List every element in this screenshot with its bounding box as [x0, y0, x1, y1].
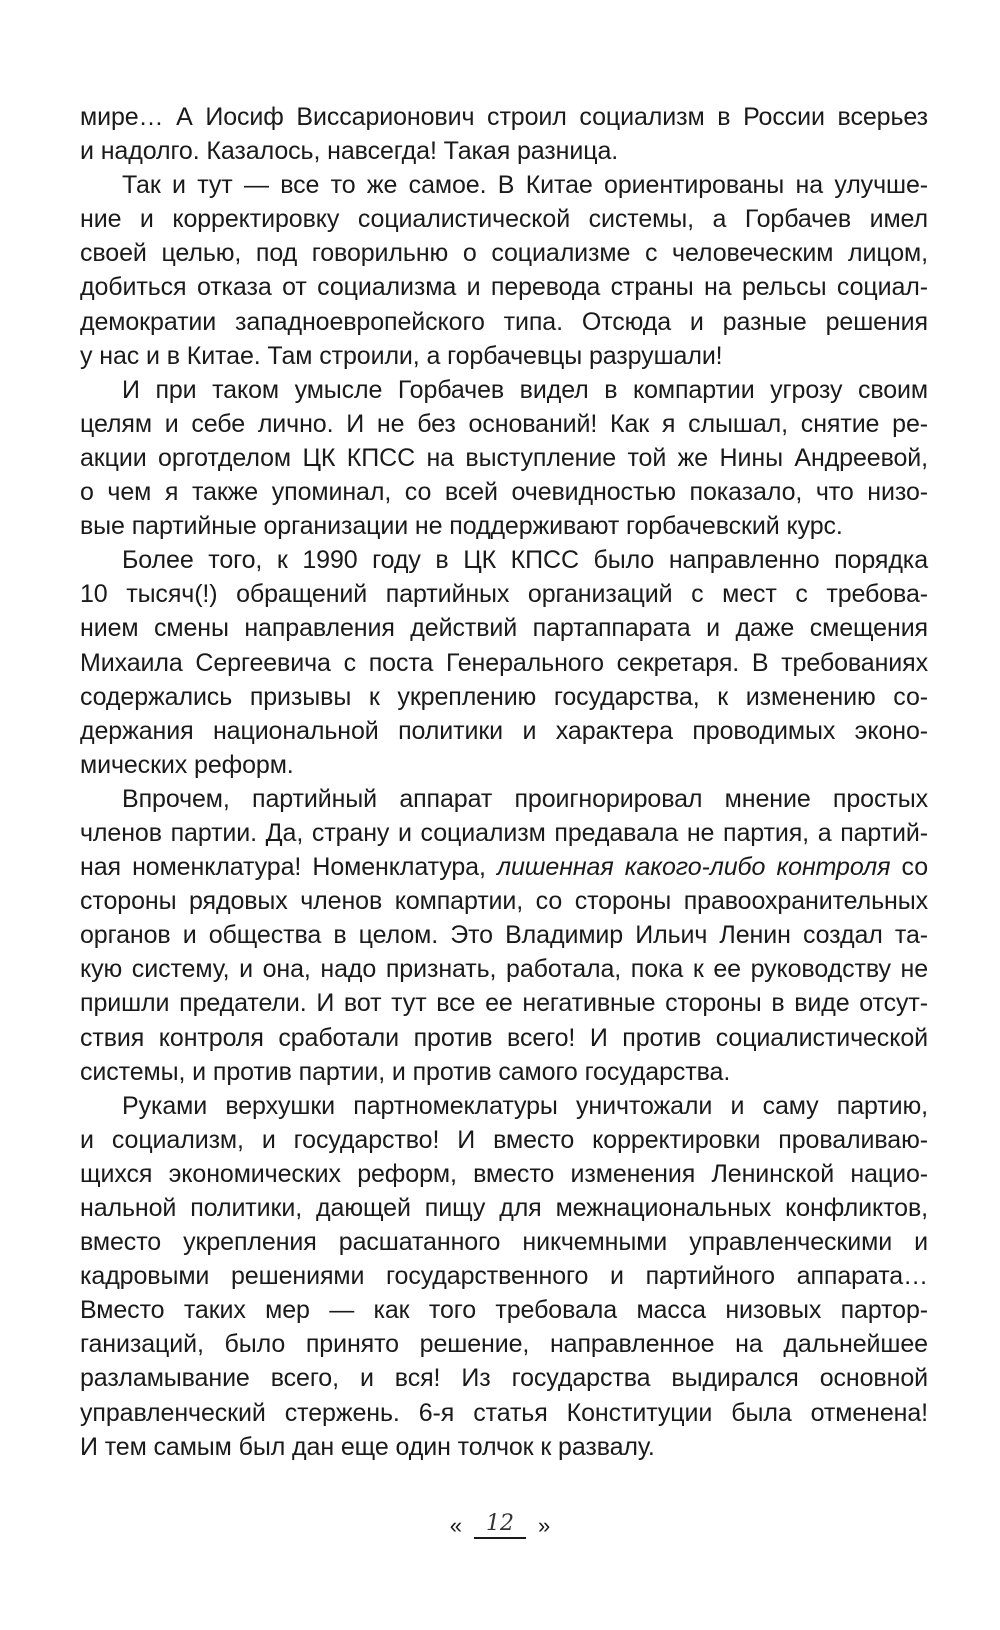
text-line: вместо укрепления расшатанного никчемными управленческими и — [80, 1228, 928, 1257]
page-footer — [0, 1510, 1000, 1539]
text-line: Михаила Сергеевича с поста Генерального секретаря. В требованиях — [80, 648, 928, 677]
text-line: о чем я также упоминал, со всей очевидностью показало, что низо- — [80, 478, 928, 507]
text-line: у нас и в Китае. Там строили, а горбачевцы разрушали! — [80, 341, 723, 370]
text-line: держания национальной политики и характера проводимых эконо- — [80, 716, 928, 745]
text-line: Более того, к 1990 году в ЦК КПСС было направленно порядка — [122, 546, 928, 575]
page-body — [80, 100, 928, 1464]
text-line: Впрочем, партийный аппарат проигнорировал мнение простых — [122, 784, 928, 813]
close-quote: » — [538, 1513, 551, 1538]
text-line: пришли предатели. И вот тут все ее негативные стороны в виде отсут- — [80, 989, 928, 1018]
text-line: щихся экономических реформ, вместо изменения Ленинской нацио- — [80, 1159, 928, 1188]
text-line: демократии западноевропейского типа. Отсюда и разные решения — [80, 307, 928, 336]
text-line: управленческий стержень. 6-я статья Конституции была отменена! — [80, 1398, 928, 1427]
text-line: ние и корректировку социалистической системы, а Горбачев имел — [80, 205, 928, 234]
text-line: системы, и против партии, и против самого государства. — [80, 1057, 731, 1086]
italic-phrase: лишенная какого-либо контроля — [496, 853, 891, 882]
text-line: ганизаций, было принято решение, направленное на дальнейшее — [80, 1330, 928, 1359]
text-line: и социализм, и государство! И вместо корректировки проваливаю- — [80, 1125, 928, 1154]
text-line: добиться отказа от социализма и перевода страны на рельсы социал- — [80, 273, 928, 302]
text-segment: ная номенклатура! Номенклатура, — [80, 853, 497, 882]
text-line: кую систему, и она, надо признать, работала, пока к ее руководству не — [80, 955, 928, 984]
text-line: ствия контроля сработали против всего! И против социалистической — [80, 1023, 928, 1052]
text-line: содержались призывы к укреплению государства, к изменению со- — [80, 682, 928, 711]
text-line: Вместо таких мер — как того требовала масса низовых партор- — [80, 1296, 928, 1325]
text-line: членов партии. Да, страну и социализм предавала не партия, а партий- — [80, 818, 928, 847]
text-line: И тем самым был дан еще один толчок к развалу. — [80, 1432, 655, 1461]
text-line: Руками верхушки партномеклатуры уничтожали и саму партию, — [122, 1091, 928, 1120]
text-line: органов и общества в целом. Это Владимир Ильич Ленин создал та- — [80, 921, 928, 950]
text-line: стороны рядовых членов компартии, со стороны правоохранительных — [80, 887, 928, 916]
text-line: целям и себе лично. И не без оснований! Как я слышал, снятие ре- — [80, 409, 928, 438]
text-line: вые партийные организации не поддерживают горбачевский курс. — [80, 512, 843, 541]
text-line: Так и тут — все то же самое. В Китае ориентированы на улучше- — [122, 171, 928, 200]
text-line: акции орготделом ЦК КПСС на выступление той же Нины Андреевой, — [80, 443, 928, 472]
text-line: своей целью, под говорильню о социализме с человеческим лицом, — [80, 239, 928, 268]
page-number: 12 — [474, 1511, 526, 1539]
open-quote: « — [449, 1513, 462, 1538]
text-line: нальной политики, дающей пищу для межнациональных конфликтов, — [80, 1194, 928, 1222]
text-line: нием смены направления действий партаппарата и даже смещения — [80, 614, 928, 643]
text-segment: со — [890, 853, 928, 882]
text-line — [80, 850, 928, 884]
text-line: мире… А Иосиф Виссарионович строил социализм в России всерьез — [80, 103, 928, 131]
text-line: и надолго. Казалось, навсегда! Такая разница. — [80, 137, 619, 166]
text-line: кадровыми решениями государственного и партийного аппарата… — [80, 1262, 928, 1291]
text-line: 10 тысяч(!) обращений партийных организаций с мест с требова- — [80, 580, 928, 609]
text-line: И при таком умысле Горбачев видел в компартии угрозу своим — [122, 375, 928, 404]
text-line: мических реформ. — [80, 750, 294, 779]
text-line: разламывание всего, и вся! Из государства выдирался основной — [80, 1364, 928, 1393]
